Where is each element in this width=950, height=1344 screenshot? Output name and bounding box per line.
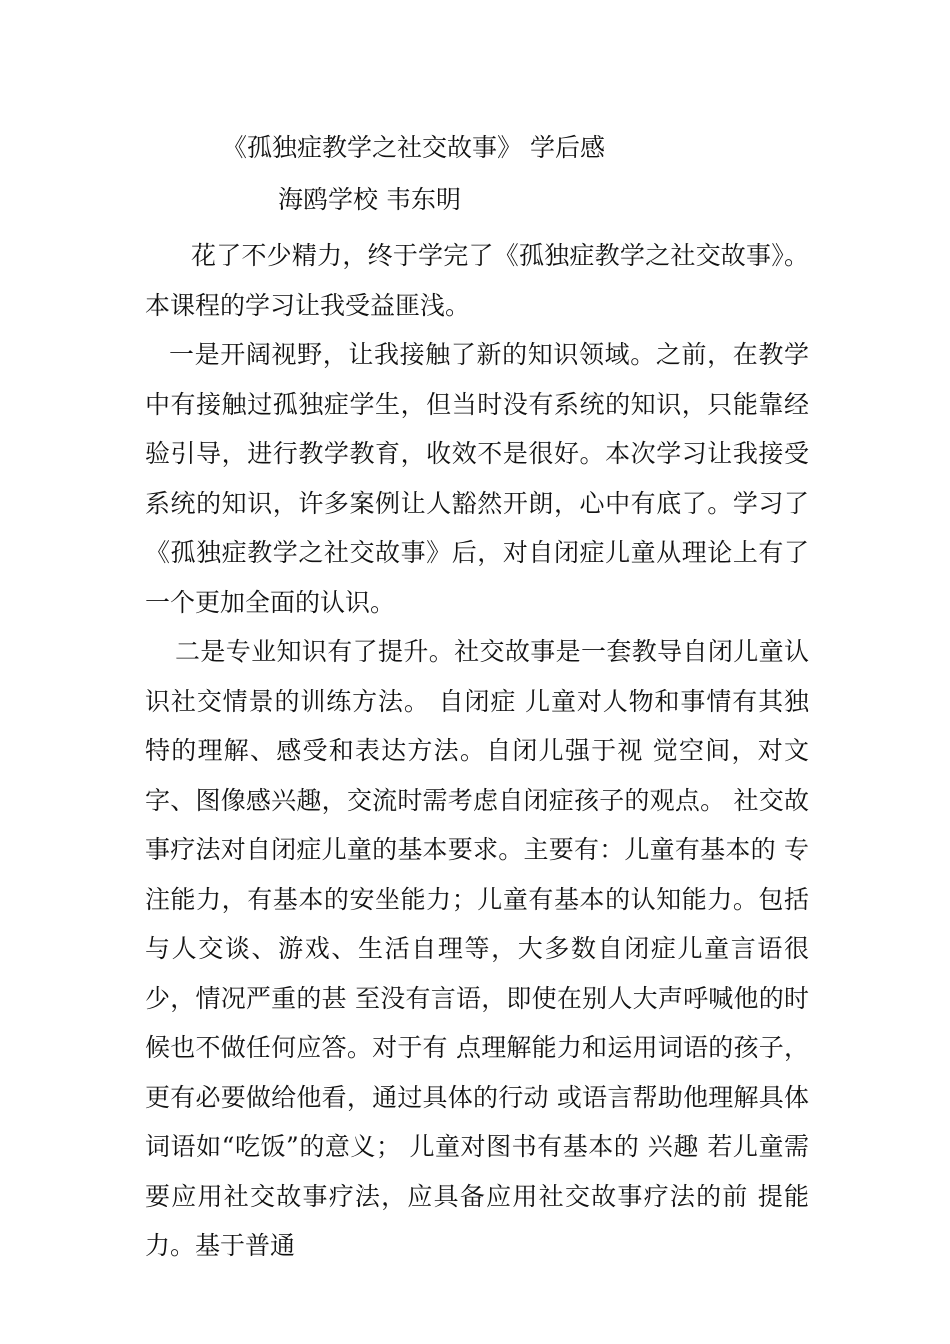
- document-author: 海鸥学校 韦东明: [278, 185, 461, 214]
- document-title: 《孤独症教学之社交故事》 学后感: [222, 133, 605, 162]
- paragraph: 二是专业知识有了提升。社交故事是一套教导自闭儿童认识社交情景的训练方法。 自闭症 儿童对人物和事情有其独特的理解、感受和表达方法。自闭儿强于视 觉空间，对文字、图像感兴趣，交流时需考虑自闭症孩子的观点。 社交故事疗法对自闭症儿童的基本要求。主要有：儿童有基本的 专注能力，有基本的安坐能力；儿童有基本的认知能力。包括与人交谈、游戏、生活自理等，大多数自闭症儿童言语很少，情况严重的甚 至没有言语，即使在别人大声呼喊他的时候也不做任何应答。对于有 点理解能力和运用词语的孩子，更有必要做给他看，通过具体的行动 或语言帮助他理解具体词语如“吃饭”的意义； 儿童对图书有基本的 兴趣 若儿童需要应用社交故事疗法，应具备应用社交故事疗法的前 提能力。基于普通: [145, 637, 809, 1260]
- document-body: [145, 231, 809, 1271]
- paragraph: 一是开阔视野，让我接触了新的知识领域。之前，在教学中有接触过孤独症学生，但当时没有系统的知识，只能靠经验引导，进行教学教育，收效不是很好。本次学习让我接受系统的知识，许多案例让人豁然开朗，心中有底了。学习了《孤独症教学之社交故事》后，对自闭症儿童从理论上有了一个更加全面的认识。: [145, 340, 809, 617]
- paragraph: 花了不少精力，终于学完了《孤独症教学之社交故事》。本课程的学习让我受益匪浅。: [145, 241, 809, 320]
